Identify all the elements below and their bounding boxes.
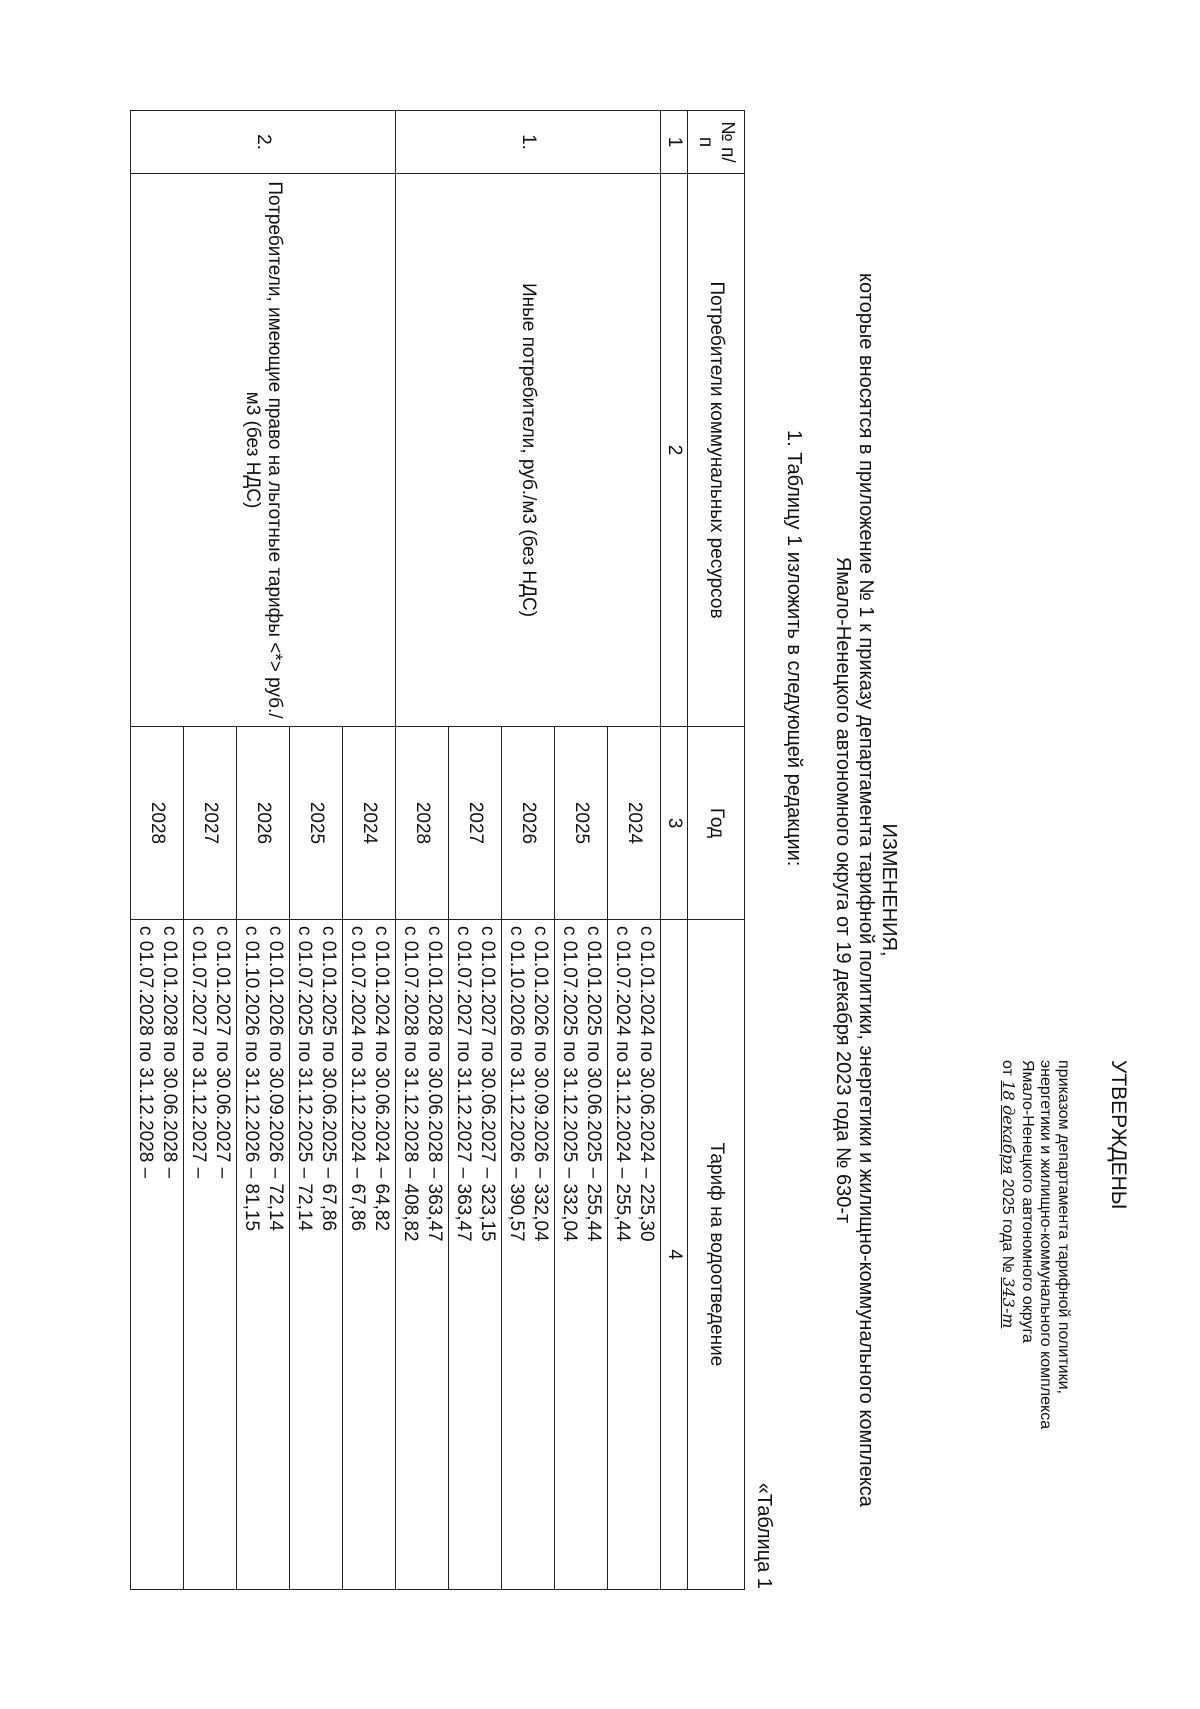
tariff-period: с 01.01.2028 по 30.06.2028 –	[159, 926, 180, 1179]
tariff-period: с 01.01.2024 по 30.06.2024 – 225,30	[636, 926, 657, 1242]
header-consumer: Потребители коммунальных ресурсов	[688, 174, 745, 727]
tariff-period: с 01.01.2026 по 30.09.2026 – 72,14	[265, 926, 286, 1232]
approval-year-text: 2025 года №	[999, 1178, 1016, 1273]
intro-text: 1. Таблицу 1 изложить в следующей редакции:	[783, 430, 805, 867]
approval-number: 343-т	[999, 1277, 1018, 1329]
header-year: Год	[688, 727, 745, 920]
tariff-cell	[237, 920, 290, 1590]
approval-day: 18	[999, 1080, 1018, 1101]
tariff-period: с 01.07.2024 по 31.12.2024 – 255,44	[612, 926, 633, 1242]
tariff-period: с 01.07.2028 по 31.12.2028 –	[135, 926, 156, 1179]
title-heading: ИЗМЕНЕНИЯ,	[878, 823, 900, 957]
tariff-period: с 01.01.2024 по 30.06.2024 – 64,82	[371, 926, 392, 1232]
tariff-cell	[502, 920, 555, 1590]
year-cell: 2028	[131, 727, 184, 920]
year-cell: 2024	[608, 727, 661, 920]
tariff-period: с 01.10.2026 по 31.12.2026 – 81,15	[241, 926, 262, 1232]
tariff-cell	[396, 920, 449, 1590]
tariff-period: с 01.01.2025 по 30.06.2025 – 67,86	[318, 926, 339, 1232]
table-row	[343, 111, 396, 1590]
column-number-row	[661, 111, 688, 1590]
year-cell: 2026	[502, 727, 555, 920]
approval-block	[950, 1060, 1130, 1620]
approval-from: от	[999, 1060, 1016, 1076]
tariff-cell	[555, 920, 608, 1590]
tariff-period: с 01.07.2025 по 31.12.2025 – 332,04	[559, 926, 580, 1242]
tariff-period: с 01.10.2026 по 31.12.2026 – 390,57	[506, 926, 527, 1242]
tariff-cell	[608, 920, 661, 1590]
year-cell: 2027	[449, 727, 502, 920]
tariff-cell	[290, 920, 343, 1590]
column-number: 1	[661, 111, 688, 174]
column-number: 4	[661, 920, 688, 1590]
tariff-period: с 01.07.2024 по 31.12.2024 – 67,86	[347, 926, 368, 1232]
tariff-cell	[449, 920, 502, 1590]
tariff-cell	[131, 920, 184, 1590]
tariff-period: с 01.07.2027 по 31.12.2027 – 363,47	[453, 926, 474, 1242]
approval-line-1: приказом департамента тарифной политики,	[1055, 1060, 1072, 1394]
year-cell: 2024	[343, 727, 396, 920]
tariff-cell	[184, 920, 237, 1590]
title-line-1: которые вносятся в приложение № 1 к приказу департамента тарифной политики, энергетики и жилищно-коммунального комплекса	[855, 273, 877, 1507]
title-line-2: Ямало-Ненецкого автономного округа от 19 декабря 2023 года № 630-т	[832, 556, 854, 1224]
approval-heading: УТВЕРЖДЕНЫ	[1107, 1060, 1130, 1210]
year-cell: 2026	[237, 727, 290, 920]
table-label: «Таблица 1	[753, 1482, 775, 1589]
year-cell: 2025	[290, 727, 343, 920]
table-header-row	[688, 111, 745, 1590]
year-cell: 2028	[396, 727, 449, 920]
tariff-period: с 01.07.2027 по 31.12.2027 –	[188, 926, 209, 1179]
tariff-period: с 01.01.2028 по 30.06.2028 – 363,47	[424, 926, 445, 1242]
year-cell: 2027	[184, 727, 237, 920]
tariff-period: с 01.01.2027 по 30.06.2027 –	[212, 926, 233, 1179]
approval-line-3: Ямало-Ненецкого автономного округа	[1019, 1060, 1036, 1343]
tariff-period: с 01.01.2026 по 30.09.2026 – 332,04	[530, 926, 551, 1242]
tariff-cell	[343, 920, 396, 1590]
tariff-period: с 01.01.2027 по 30.06.2027 – 323,15	[477, 926, 498, 1242]
tariff-table	[130, 110, 745, 1590]
tariff-period: с 01.07.2028 по 31.12.2028 – 408,82	[400, 926, 421, 1242]
document-title	[831, 190, 900, 1590]
column-number: 2	[661, 174, 688, 727]
column-number: 3	[661, 727, 688, 920]
approval-date-line	[998, 1060, 1018, 1620]
approval-line-2: энергетики и жилищно-коммунального комплекса	[1037, 1060, 1054, 1430]
consumer-name: Иные потребители, руб./м3 (без НДС)	[396, 174, 661, 727]
row-number: 1.	[396, 111, 661, 174]
tariff-period: с 01.01.2025 по 30.06.2025 – 255,44	[583, 926, 604, 1242]
header-tariff: Тариф на водоотведение	[688, 920, 745, 1590]
table-row	[608, 111, 661, 1590]
tariff-period: с 01.07.2025 по 31.12.2025 – 72,14	[294, 926, 315, 1232]
approval-month: декабря	[999, 1105, 1018, 1175]
header-num: № п/п	[688, 111, 745, 174]
consumer-name: Потребители, имеющие право на льготные тарифы <*> руб./м3 (без НДС)	[131, 174, 396, 727]
year-cell: 2025	[555, 727, 608, 920]
row-number: 2.	[131, 111, 396, 174]
